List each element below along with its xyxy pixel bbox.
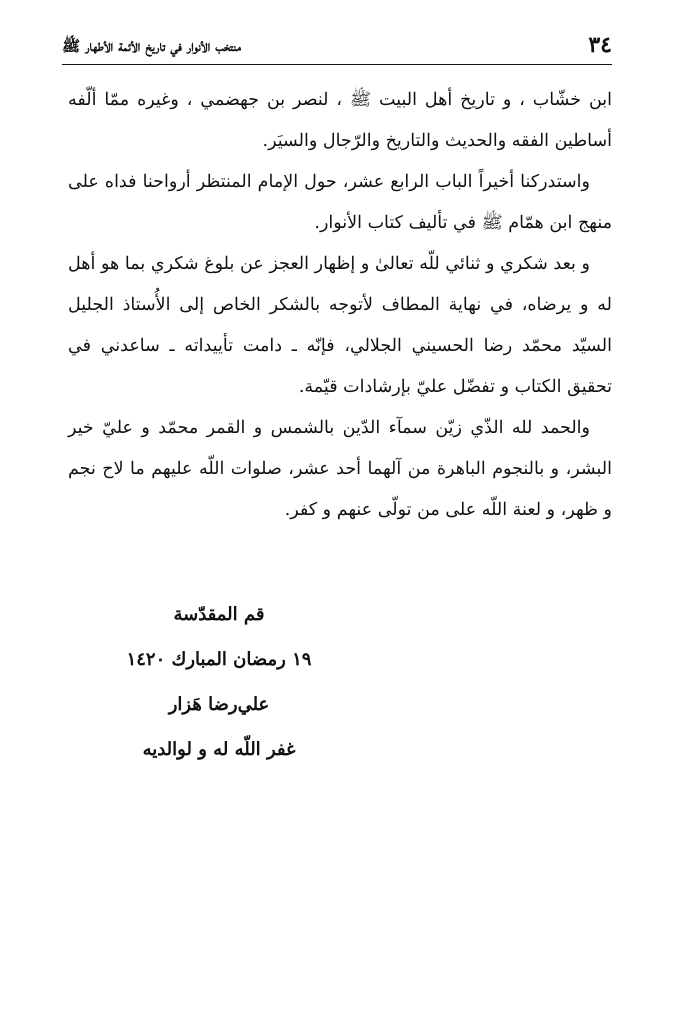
page-number: ٣٤ [588,32,612,58]
page-header [62,28,612,65]
signature-place: قم المقدّسة [173,604,265,625]
signature-author: علي‌رضا هَزار [168,694,270,715]
body-text [68,80,612,531]
paragraph-fourteenth-chapter: واستدركنا أخيراً الباب الرابع عشر، حول الإمام المنتظر أرواحنا فداه على منهج ابن همّام ﷺ في تأليف كتاب الأنوار. [68,172,612,233]
signature-block [110,592,328,772]
signature-prayer: غفر اللّه له و لوالديه [142,739,296,760]
paragraph-acknowledgement: و بعد شكري و ثنائي للّه تعالىٰ و إظهار العجز عن بلوغ شكري بما هو أهل له و يرضاه، في نهاية المطاف لأتوجه بالشكر الخاص إلى الأُستاذ الجليل السيّد محمّد رضا الحسيني الجلالي، فإنّه ـ دامت تأييداته ـ ساعدني في تحقيق الكتاب و تفضّل عليّ بإرشادات قيّمة. [68,254,612,397]
paragraph-praise: والحمد لله الذّي زيّن سمآء الدّين بالشمس و القمر محمّد و عليّ خير البشر، و بالنجوم الباهرة من آلهما أحد عشر، صلوات اللّه عليهم ما لاح نجم و ظهر، و لعنة اللّه على من تولّى عنهم و كفر. [68,418,612,520]
signature-date: ١٩ رمضان المبارك ١٤٢٠ [126,649,312,670]
paragraph-sources: ابن خشّاب ، و تاريخ أهل البيت ﷺ ، لنصر بن جهضمي ، وغيره ممّا ألّفه أساطين الفقه والحديث والتاريخ والرّجال والسيَر. [68,90,612,151]
running-title: منتخب الأنوار في تاريخ الأئمة الأطهار ﷺ [62,37,241,55]
